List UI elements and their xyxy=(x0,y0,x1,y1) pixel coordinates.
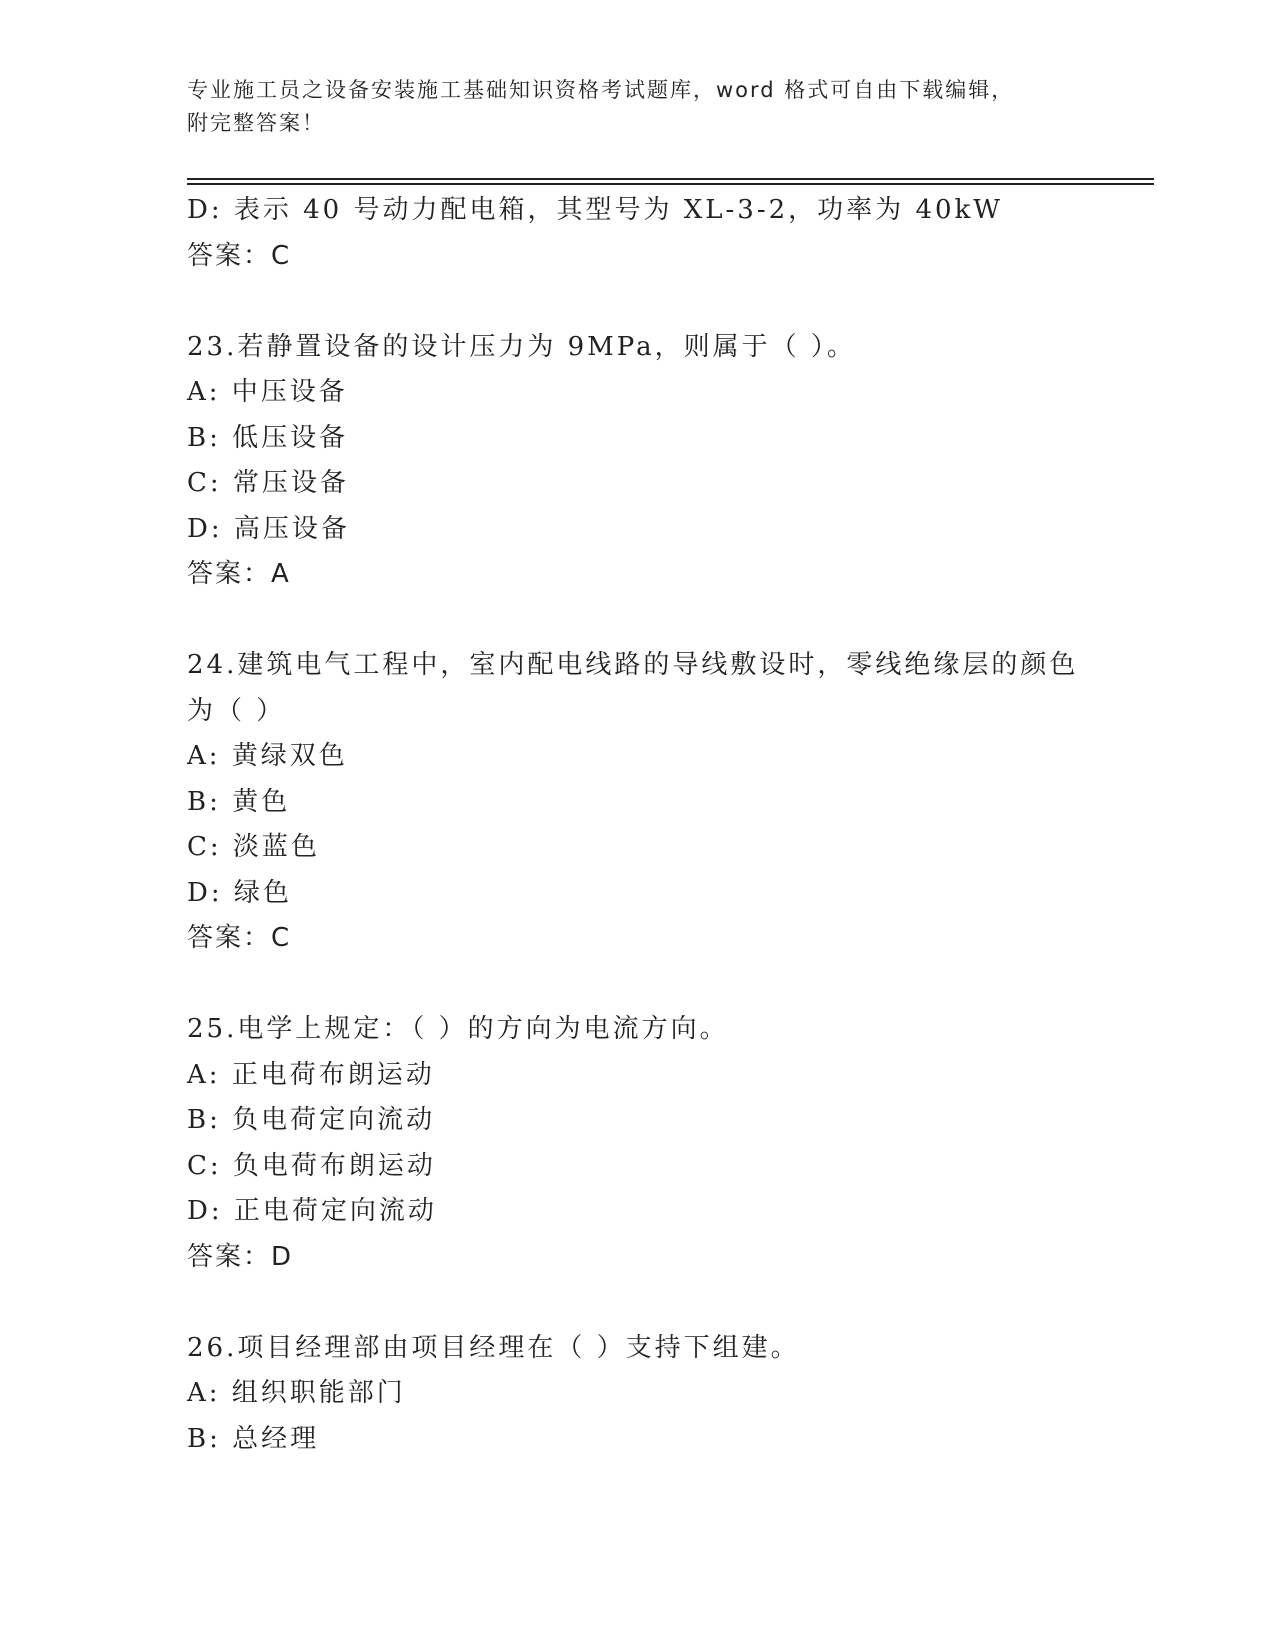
question-23 xyxy=(187,325,1107,598)
document-header xyxy=(187,74,1067,140)
option-d: D: 正电荷定向流动 xyxy=(187,1196,437,1226)
question-25 xyxy=(187,1007,1107,1280)
question-stem: 26.项目经理部由项目经理在（ ）支持下组建。 xyxy=(187,1332,800,1363)
header-line-1: 专业施工员之设备安装施工基础知识资格考试题库，word 格式可自由下载编辑， xyxy=(187,78,1015,102)
prev-question-block xyxy=(187,188,1107,279)
option-b: B: 低压设备 xyxy=(187,422,349,453)
header-divider-top xyxy=(187,178,1154,180)
option-b: B: 负电荷定向流动 xyxy=(187,1105,436,1135)
option-c: C: 负电荷布朗运动 xyxy=(187,1150,436,1181)
header-line-2: 附完整答案！ xyxy=(187,111,325,135)
answer-line: 答案：C xyxy=(187,240,292,271)
option-a: A: 正电荷布朗运动 xyxy=(187,1059,435,1090)
option-c: C: 常压设备 xyxy=(187,468,349,498)
question-26 xyxy=(187,1326,1107,1463)
option-d: D: 绿色 xyxy=(187,877,292,908)
question-stem-line-2: 为（ ） xyxy=(187,695,286,726)
answer-line: 答案：C xyxy=(187,923,292,953)
document-body xyxy=(187,188,1107,1462)
option-b: B: 黄色 xyxy=(187,786,291,817)
answer-line: 答案：D xyxy=(187,1241,294,1272)
option-c: C: 淡蓝色 xyxy=(187,832,320,862)
answer-line: 答案：A xyxy=(187,559,291,589)
question-stem-line-1: 24.建筑电气工程中，室内配电线路的导线敷设时，零线绝缘层的颜色 xyxy=(187,650,1079,680)
question-stem: 25.电学上规定：（ ）的方向为电流方向。 xyxy=(187,1014,729,1044)
question-24 xyxy=(187,643,1107,962)
option-a: A: 黄绿双色 xyxy=(187,741,348,771)
option-a: A: 中压设备 xyxy=(187,377,348,407)
option-b: B: 总经理 xyxy=(187,1423,320,1454)
question-stem: 23.若静置设备的设计压力为 9MPa，则属于（ ）。 xyxy=(187,331,856,362)
option-d: D: 高压设备 xyxy=(187,513,350,544)
option-a: A: 组织职能部门 xyxy=(187,1378,406,1408)
header-divider-bottom xyxy=(187,183,1154,185)
option-d: D: 表示 40 号动力配电箱，其型号为 XL-3-2，功率为 40kW xyxy=(187,195,1004,225)
